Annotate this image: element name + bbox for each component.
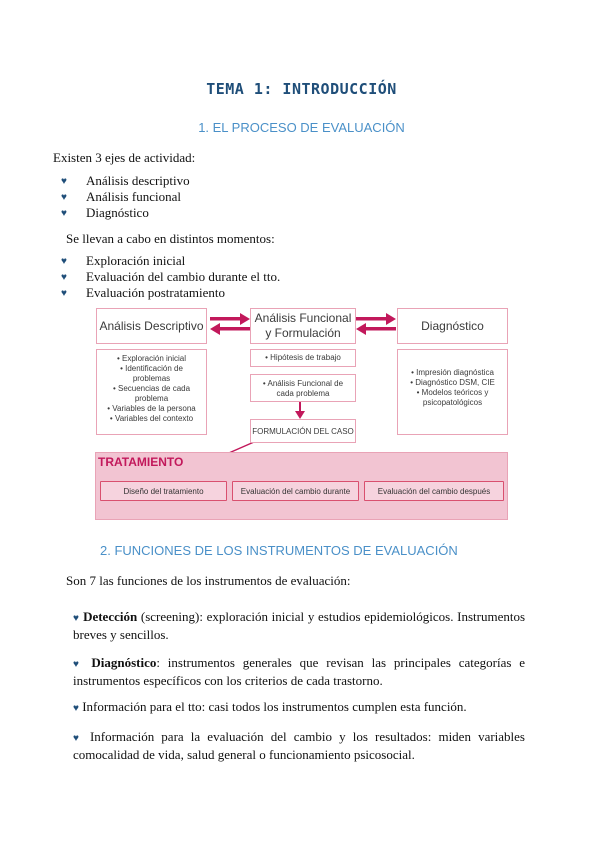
- list-item: • Modelos teóricos y psicopatológicos: [404, 388, 501, 408]
- list-item: • Hipótesis de trabajo: [257, 353, 349, 363]
- heart-icon: ♥: [73, 659, 84, 670]
- list-item: ♥ Análisis descriptivo: [61, 173, 190, 188]
- section-2-heading: 2. FUNCIONES DE LOS INSTRUMENTOS DE EVALUACIÓN: [100, 543, 458, 558]
- function-detection: [73, 609, 525, 643]
- list-item: • Identificación de problemas: [103, 364, 200, 384]
- treatment-title: TRATAMIENTO: [98, 455, 184, 469]
- heart-icon: ♥: [61, 208, 67, 219]
- function-diagnosis: [73, 655, 525, 689]
- heart-icon: ♥: [61, 272, 67, 283]
- function-title: Detección: [83, 609, 138, 624]
- section-1-heading: 1. EL PROCESO DE EVALUACIÓN: [198, 120, 405, 135]
- change-after-box: Evaluación del cambio después: [364, 481, 504, 501]
- list-item: • Impresión diagnóstica: [404, 368, 501, 378]
- function-description: Información para la evaluación del cambio y los resultados: miden variables comocalidad de vida, salud general o funcionamiento psicosocial.: [73, 729, 525, 762]
- list-item: ♥ Diagnóstico: [61, 205, 149, 220]
- moments-intro: Se llevan a cabo en distintos momentos:: [66, 231, 275, 246]
- functional-analysis-box: [250, 374, 356, 402]
- heart-icon: ♥: [73, 703, 79, 714]
- function-change-evaluation: [73, 729, 525, 763]
- heart-icon: ♥: [61, 288, 67, 299]
- heart-icon: ♥: [73, 613, 80, 624]
- list-item: ♥ Exploración inicial: [61, 253, 186, 268]
- function-title: Diagnóstico: [91, 655, 157, 670]
- page-title: TEMA 1: INTRODUCCIÓN: [206, 80, 397, 98]
- descriptive-analysis-items: [96, 349, 207, 435]
- list-item: ♥ Análisis funcional: [61, 189, 181, 204]
- functions-intro: Son 7 las funciones de los instrumentos de evaluación:: [66, 573, 351, 588]
- functional-analysis-header: Análisis Funcional y Formulación: [250, 308, 356, 344]
- function-description: (screening): exploración inicial y estudios epidemiológicos. Instrumentos breves y sencillos.: [73, 609, 526, 642]
- change-during-box: Evaluación del cambio durante: [232, 481, 359, 501]
- heart-icon: ♥: [73, 733, 83, 744]
- moments-list: [61, 253, 280, 301]
- list-item: • Variables del contexto: [103, 414, 200, 424]
- list-item: ♥ Evaluación postratamiento: [61, 285, 225, 300]
- list-item: • Variables de la persona: [103, 404, 200, 414]
- list-item: • Secuencias de cada problema: [103, 384, 200, 404]
- treatment-design-box: Diseño del tratamiento: [100, 481, 227, 501]
- function-treatment-info: [73, 699, 525, 717]
- case-formulation-box: FORMULACIÓN DEL CASO: [250, 419, 356, 443]
- diagnostic-items: [397, 349, 508, 435]
- axes-list: [61, 173, 190, 221]
- diagnostic-header: Diagnóstico: [397, 308, 508, 344]
- list-item: • Análisis Funcional de cada problema: [257, 379, 349, 399]
- descriptive-analysis-header: Análisis Descriptivo: [96, 308, 207, 344]
- list-item: • Diagnóstico DSM, CIE: [404, 378, 501, 388]
- axes-intro: Existen 3 ejes de actividad:: [53, 150, 196, 165]
- function-description: : instrumentos generales que revisan las principales categorías e instrumentos específicos con los criterios de cada trastorno.: [73, 655, 526, 688]
- hypothesis-box: [250, 349, 356, 367]
- heart-icon: ♥: [61, 176, 67, 187]
- heart-icon: ♥: [61, 256, 67, 267]
- function-description: Información para el tto: casi todos los instrumentos cumplen esta función.: [82, 699, 467, 714]
- heart-icon: ♥: [61, 192, 67, 203]
- list-item: • Exploración inicial: [103, 354, 200, 364]
- list-item: ♥ Evaluación del cambio durante el tto.: [61, 269, 281, 284]
